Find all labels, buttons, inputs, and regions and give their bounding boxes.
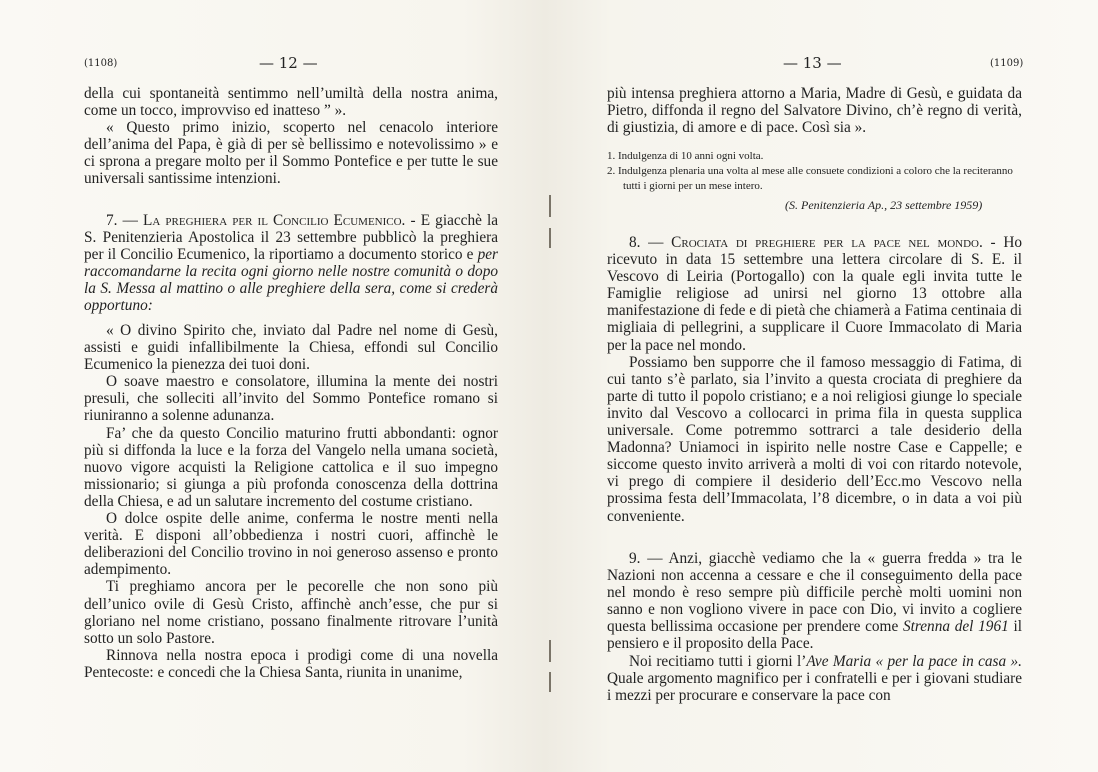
prayer-para-3: Fa’ che da questo Concilio maturino frutti abbondanti: ognor più si diffonda la luce e la forza del Vangelo nella umana società, nuovo vigore acquisti la Religione cattolica e il suo impegno missionario; si giunga a più profonda conoscenza della dottrina della Chiesa, e ad un salutare incremento del costume cristiano. xyxy=(84,424,498,510)
right-column-top xyxy=(607,85,1022,136)
section-9 xyxy=(607,550,1022,704)
section-7-number: 7. — xyxy=(106,212,138,229)
section-9-italic: Strenna del 1961 xyxy=(902,618,1009,636)
prayer-para-2: O soave maestro e consolatore, illumina la mente dei nostri presuli, che solleciti all’invito del Sommo Pontefice romano si riuniranno a solenne adunanza. xyxy=(84,373,498,425)
section-9-text-a: 9. — Anzi, giacchè vediamo che la « guerra fredda » tra le Nazioni non accenna a cessare e che il conseguimento della pace nel mondo è reso sempre più difficile perchè molti uomini non sanno e non vogliono vivere in pace con Dio, vi invito a cogliere questa bellissima occasione per prendere come xyxy=(607,550,1022,636)
section-8 xyxy=(607,234,1022,525)
section-8-intro xyxy=(607,234,1022,354)
right-para-a: più intensa preghiera attorno a Maria, Madre di Gesù, e guidata da Pietro, diffonda il regno del Salvatore Divino, ch’è regno di verità, di giustizia, di amore e di pace. Così sia ». xyxy=(607,85,1022,137)
left-para-b: « Questo primo inizio, scoperto nel cenacolo interiore dell’anima del Papa, è già di per sè bellissimo e notevolissimo » e ci sprona a pregare molto per il Sommo Pontefice e per tutte le sue universali santissime intenzioni. xyxy=(84,119,498,188)
section-8-para-2: Possiamo ben supporre che il famoso messaggio di Fatima, di cui tanto s’è parlato, sia l’invito a questa crociata di preghiere da parte di tutto il popolo cristiano; e a noi religiosi giunge lo speciale invito dal Vescovo a collocarci in prima fila in questa supplica universale. Come potremmo sottrarci a tale desiderio della Madonna? Uniamoci in ispirito nelle nostre Case e Cappelle; e siccome questo invito arriverà a molti di voi con ritardo notevole, vi prego di compiere il desiderio dell’Ecc.mo Vescovo nella prossima festa dell’Immacolata, l’8 dicembre, o in data a voi più conveniente. xyxy=(607,353,1022,525)
prayer-para-1: « O divino Spirito che, inviato dal Padre nel nome di Gesù, assisti e guidi infallibilmente la Chiesa, effondi sul Concilio Ecumenico la pienezza dei tuoi doni. xyxy=(84,322,498,374)
left-page xyxy=(0,0,545,772)
section-9-intro xyxy=(607,550,1022,653)
prayer-para-6: Rinnova nella nostra epoca i prodigi come di una novella Pentecoste: e concedi che la Chiesa Santa, riunita in unanime, xyxy=(84,646,498,681)
gutter-binding-marks xyxy=(545,0,557,772)
section-7-intro xyxy=(84,212,498,315)
right-page-number: — 13 — xyxy=(783,54,842,72)
right-page xyxy=(545,0,1098,772)
section-9-para-2 xyxy=(607,653,1022,704)
section-7-title: La preghiera per il Concilio Ecumenico. xyxy=(143,212,406,229)
prayer-para-5: Ti preghiamo ancora per le pecorelle che non sono più dell’unico ovile di Gesù Cristo, affinchè anch’esse, che pur si gloriano nel nome cristiano, possano finalmente ritrovare l’unità sotto un solo Pastore. xyxy=(84,578,498,647)
council-prayer xyxy=(84,322,498,681)
section-9-p2-italic: Ave Maria « per la pace in casa ». xyxy=(806,652,1023,670)
section-9-p2-a: Noi recitiamo tutti i giorni l’ xyxy=(629,652,807,670)
binding-mark xyxy=(549,228,551,248)
prayer-para-4: O dolce ospite delle anime, conferma le nostre menti nella verità. E disponi all’obbedienza i nostri cuori, affinchè le deliberazioni del Concilio trovino in noi generoso assenso e pronto adempimento. xyxy=(84,510,498,579)
footnote-2: 2. Indulgenza plenaria una volta al mese alle consuete condizioni a coloro che la reciteranno tutti i giorni per un mese intero. xyxy=(607,165,1013,192)
section-7-italic: per raccomandarne la recita ogni giorno nelle nostre comunità o dopo la S. Messa al mattino o alle preghiere della sera, come si crederà opportuno: xyxy=(84,246,499,315)
section-8-number: 8. — xyxy=(629,234,664,251)
section-9-text-b: il pensiero e il proposito della Pace. xyxy=(607,618,1022,653)
left-para-a: della cui spontaneità sentimmo nell’umiltà della nostra anima, come un tocco, improvviso ed inatteso ” ». xyxy=(84,85,498,120)
left-page-number: — 12 — xyxy=(259,54,318,72)
left-page-ref: (1108) xyxy=(84,58,118,69)
section-8-title: Crociata di preghiere per la pace nel mondo. xyxy=(671,234,983,251)
footnotes xyxy=(607,149,1022,194)
binding-mark xyxy=(549,672,551,692)
footnote-citation: (S. Penitenzieria Ap., 23 settembre 1959) xyxy=(785,198,983,212)
footnote-1: 1. Indulgenza di 10 anni ogni volta. xyxy=(607,150,764,162)
section-8-text: - Ho ricevuto in data 15 settembre una lettera circolare di S. E. il Vescovo di Leiria (Portogallo) con la quale egli invita tutte le Famiglie religiose ad unirsi nel giorno 13 ottobre alla manifestazione di fede e di pietà che chiamerà a Fatima centinaia di migliaia di pellegrini, a supplicare il Cuore Immacolato di Maria per la pace nel mondo. xyxy=(607,234,1023,354)
binding-mark xyxy=(549,640,551,662)
left-column-top xyxy=(84,85,498,188)
section-7 xyxy=(84,212,498,315)
right-page-ref: (1109) xyxy=(990,58,1024,69)
section-7-text: - E giacchè la S. Penitenzieria Apostolica il 23 settembre pubblicò la preghiera per il Concilio Ecumenico, la riportiamo a documento storico e xyxy=(84,212,499,264)
section-9-p2-b: Quale argomento magnifico per i confratelli e per i giovani studiare i mezzi per procurare e conservare la pace con xyxy=(607,669,1022,704)
binding-mark xyxy=(549,195,551,217)
